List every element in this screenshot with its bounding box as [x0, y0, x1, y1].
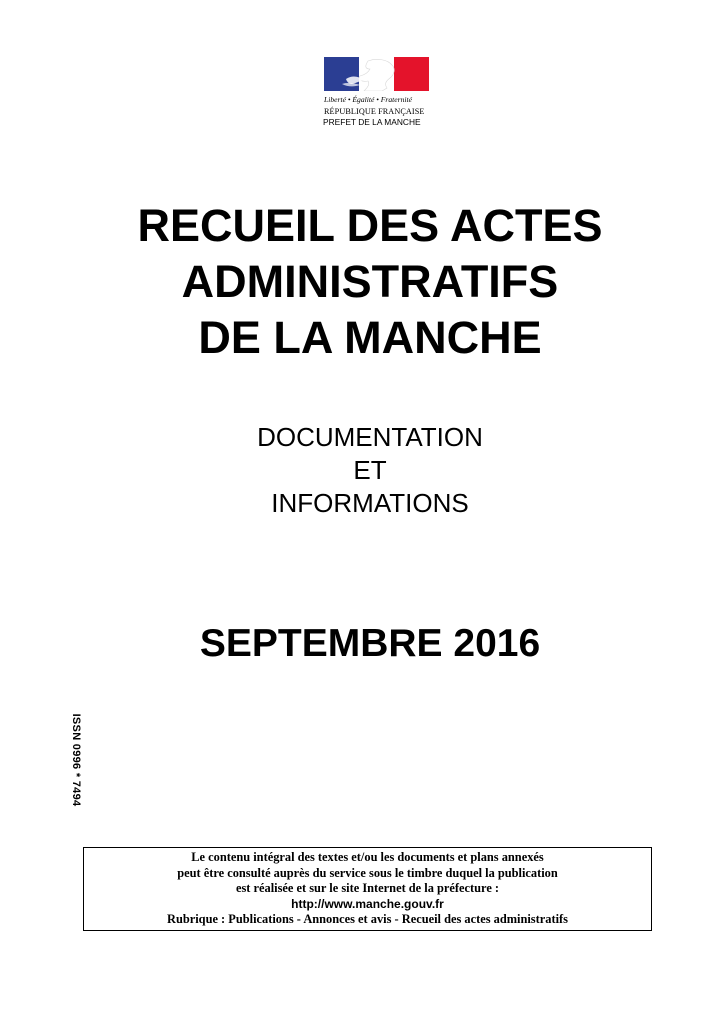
prefect-name: PREFET DE LA MANCHE: [323, 117, 421, 127]
marianne-flag-icon: [324, 57, 429, 91]
title-line-1: RECUEIL DES ACTES: [137, 200, 603, 251]
subtitle-line-2: ET: [353, 455, 387, 485]
subtitle-line-3: INFORMATIONS: [271, 488, 469, 518]
republic-name: RÉPUBLIQUE FRANÇAISE: [324, 107, 425, 116]
republic-logo: [322, 57, 438, 131]
page-title: [0, 198, 725, 366]
website-link[interactable]: http://www.manche.gouv.fr: [291, 896, 444, 911]
notice-line-3: est réalisée et sur le site Internet de la préfecture :: [235, 881, 500, 895]
flag-red-band: [394, 57, 429, 91]
notice-rubric: Rubrique : Publications - Annonces et avis - Recueil des actes administratifs: [167, 912, 568, 926]
subtitle-line-1: DOCUMENTATION: [257, 422, 483, 452]
republic-motto: Liberté • Égalité • Fraternité: [324, 95, 412, 104]
title-line-2: ADMINISTRATIFS: [181, 256, 559, 307]
notice-line-2: peut être consulté auprès du service sous le timbre duquel la publication: [177, 865, 558, 880]
notice-line-1: Le contenu intégral des textes et/ou les documents et plans annexés: [191, 850, 544, 864]
title-line-3: DE LA MANCHE: [198, 312, 542, 363]
subtitle: [0, 421, 725, 520]
publication-date: SEPTEMBRE 2016: [199, 622, 541, 665]
notice-box: [83, 847, 652, 931]
issn-number: ISSN 0996 * 7494: [70, 713, 82, 807]
